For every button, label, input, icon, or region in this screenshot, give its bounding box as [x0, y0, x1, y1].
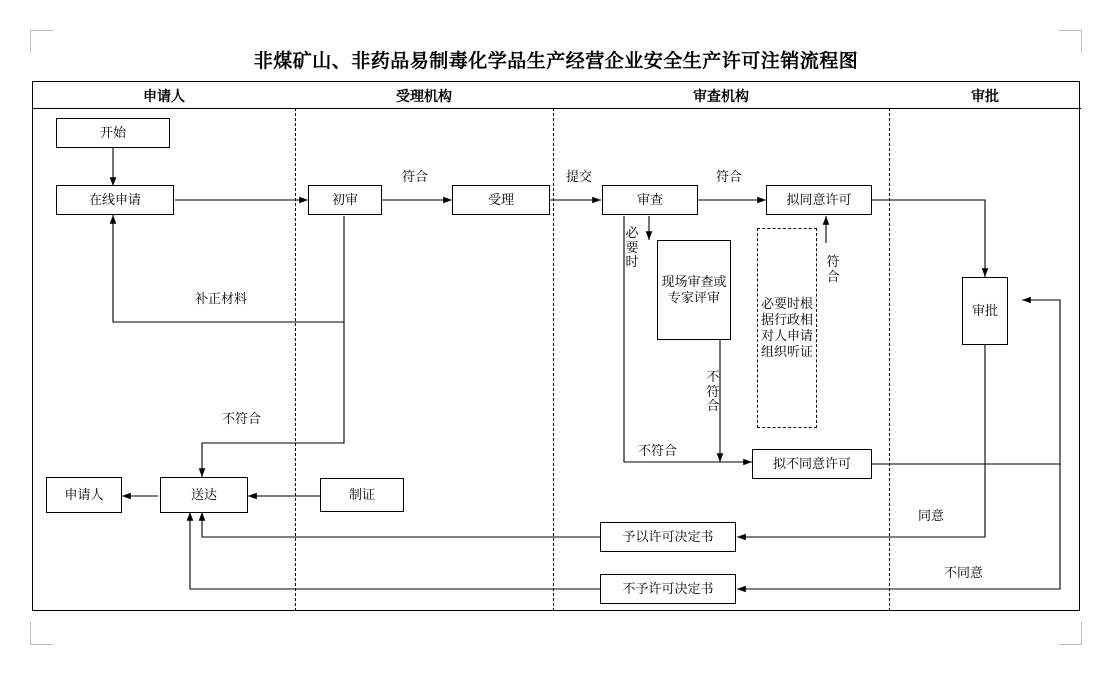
edge-label-agree: 同意	[918, 508, 945, 523]
edge-label-disagree: 不同意	[944, 565, 984, 580]
node-start[interactable]: 开始	[56, 118, 170, 148]
node-onsite-review[interactable]: 现场审查或专家评审	[657, 240, 731, 340]
edge-label-not-conform-2: 不符合	[706, 369, 720, 414]
lane-label-approval: 审批	[971, 88, 999, 104]
edge-label-conform-3: 符合	[826, 254, 840, 284]
page-title: 非煤矿山、非药品易制毒化学品生产经营企业安全生产许可注销流程图	[253, 51, 859, 72]
node-deliver[interactable]: 送达	[160, 477, 248, 513]
node-hearing[interactable]: 必要时根据行政相对人申请组织听证	[757, 228, 817, 428]
node-approve[interactable]: 审批	[962, 277, 1008, 345]
node-accept[interactable]: 受理	[452, 185, 550, 215]
lane-label-review-org: 审查机构	[693, 88, 749, 104]
page-corner-mark-bottom-left	[30, 622, 53, 645]
node-make-cert[interactable]: 制证	[320, 478, 404, 512]
lane-divider-1	[295, 108, 296, 611]
node-review[interactable]: 审查	[602, 185, 698, 215]
edge-label-conform-1: 符合	[402, 169, 429, 184]
node-deny-decision[interactable]: 不予许可决定书	[600, 574, 736, 604]
lane-label-acceptance-org: 受理机构	[396, 88, 452, 104]
edge-label-not-conform-1: 不符合	[222, 411, 262, 426]
node-grant-decision[interactable]: 予以许可决定书	[600, 522, 736, 552]
page-corner-mark-bottom-right	[1059, 622, 1082, 645]
edge-label-not-conform-3: 不符合	[638, 443, 678, 458]
flowchart-frame	[32, 81, 1080, 611]
node-online-apply[interactable]: 在线申请	[56, 185, 174, 215]
edge-label-conform-2: 符合	[716, 169, 743, 184]
node-disagree-permit[interactable]: 拟不同意许可	[752, 449, 872, 479]
lane-divider-3	[889, 108, 890, 611]
edge-label-supplement: 补正材料	[195, 291, 248, 306]
lane-label-applicant: 申请人	[143, 88, 185, 104]
lane-divider-2	[553, 108, 554, 611]
edge-label-if-needed: 必要时	[625, 225, 639, 270]
node-agree-permit[interactable]: 拟同意许可	[766, 185, 872, 215]
lane-header-divider	[33, 108, 1081, 109]
node-applicant[interactable]: 申请人	[46, 477, 122, 513]
edge-label-submit: 提交	[566, 169, 593, 184]
node-first-review[interactable]: 初审	[308, 185, 382, 215]
